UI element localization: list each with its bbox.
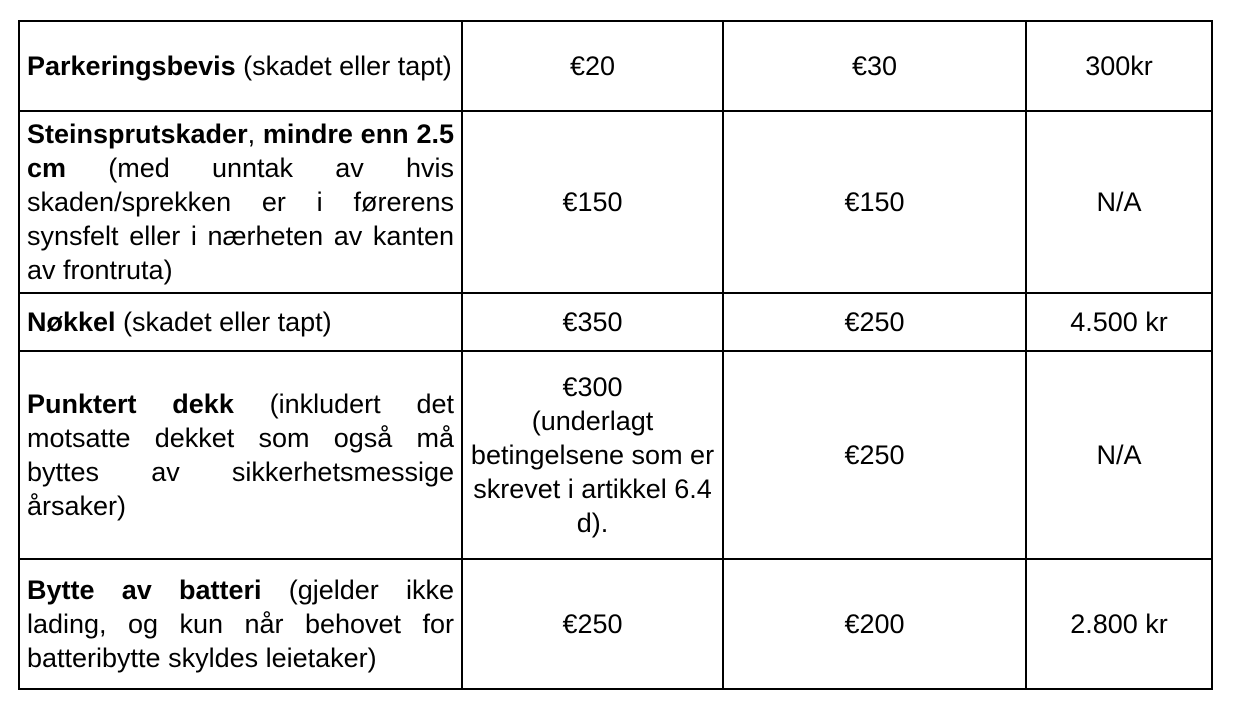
fee-cell-column-3: €200 [723,559,1026,689]
item-name: Parkeringsbevis [27,51,236,81]
fee-cell-column-4: 300kr [1026,21,1212,111]
item-detail: (inkludert det motsatte dekket som også må byttes av sikkerhetsmessige årsaker) [27,389,454,521]
item-separator: , [247,119,263,149]
fee-cell-column-4: 4.500 kr [1026,293,1212,351]
fee-cell-column-2: €250 [462,559,723,689]
fee-cell-column-4: 2.800 kr [1026,559,1212,689]
fee-table [18,20,1213,690]
fee-cell-column-2: €20 [462,21,723,111]
table-row [19,559,1212,689]
fee-cell-column-2 [462,351,723,559]
fee-cell-column-3: €150 [723,111,1026,293]
fee-cell-column-3: €250 [723,351,1026,559]
table-row [19,111,1212,293]
item-name: Nøkkel [27,307,116,337]
item-name: Steinsprutskader [27,119,248,149]
item-detail: (gjelder ikke lading, og kun når behovet for batteribytte skyldes leietaker) [27,575,454,673]
item-detail: (med unntak av hvis skaden/sprekken er i førerens synsfelt eller i nærheten av kanten av frontruta) [27,153,454,285]
fee-cell-column-4: N/A [1026,351,1212,559]
table-row [19,21,1212,111]
item-size-limit: mindre enn 2.5 cm [27,119,454,183]
fee-cell-column-3: €30 [723,21,1026,111]
item-description-cell [19,293,462,351]
item-description-cell [19,21,462,111]
fee-amount: €300 [562,372,623,402]
item-name: Punktert dekk [27,389,234,419]
item-name: Bytte av batteri [27,575,262,605]
table-row [19,293,1212,351]
item-description-cell [19,111,462,293]
fee-cell-column-2: €350 [462,293,723,351]
fee-cell-column-3: €250 [723,293,1026,351]
item-description-cell [19,351,462,559]
fee-cell-column-4: N/A [1026,111,1212,293]
fee-condition-note: (underlagt betingelsene som er skrevet i artikkel 6.4 d). [470,406,715,538]
item-detail: (skadet eller tapt) [115,307,332,337]
fee-cell-column-2: €150 [462,111,723,293]
item-description-cell [19,559,462,689]
table-row [19,351,1212,559]
item-detail: (skadet eller tapt) [235,51,452,81]
